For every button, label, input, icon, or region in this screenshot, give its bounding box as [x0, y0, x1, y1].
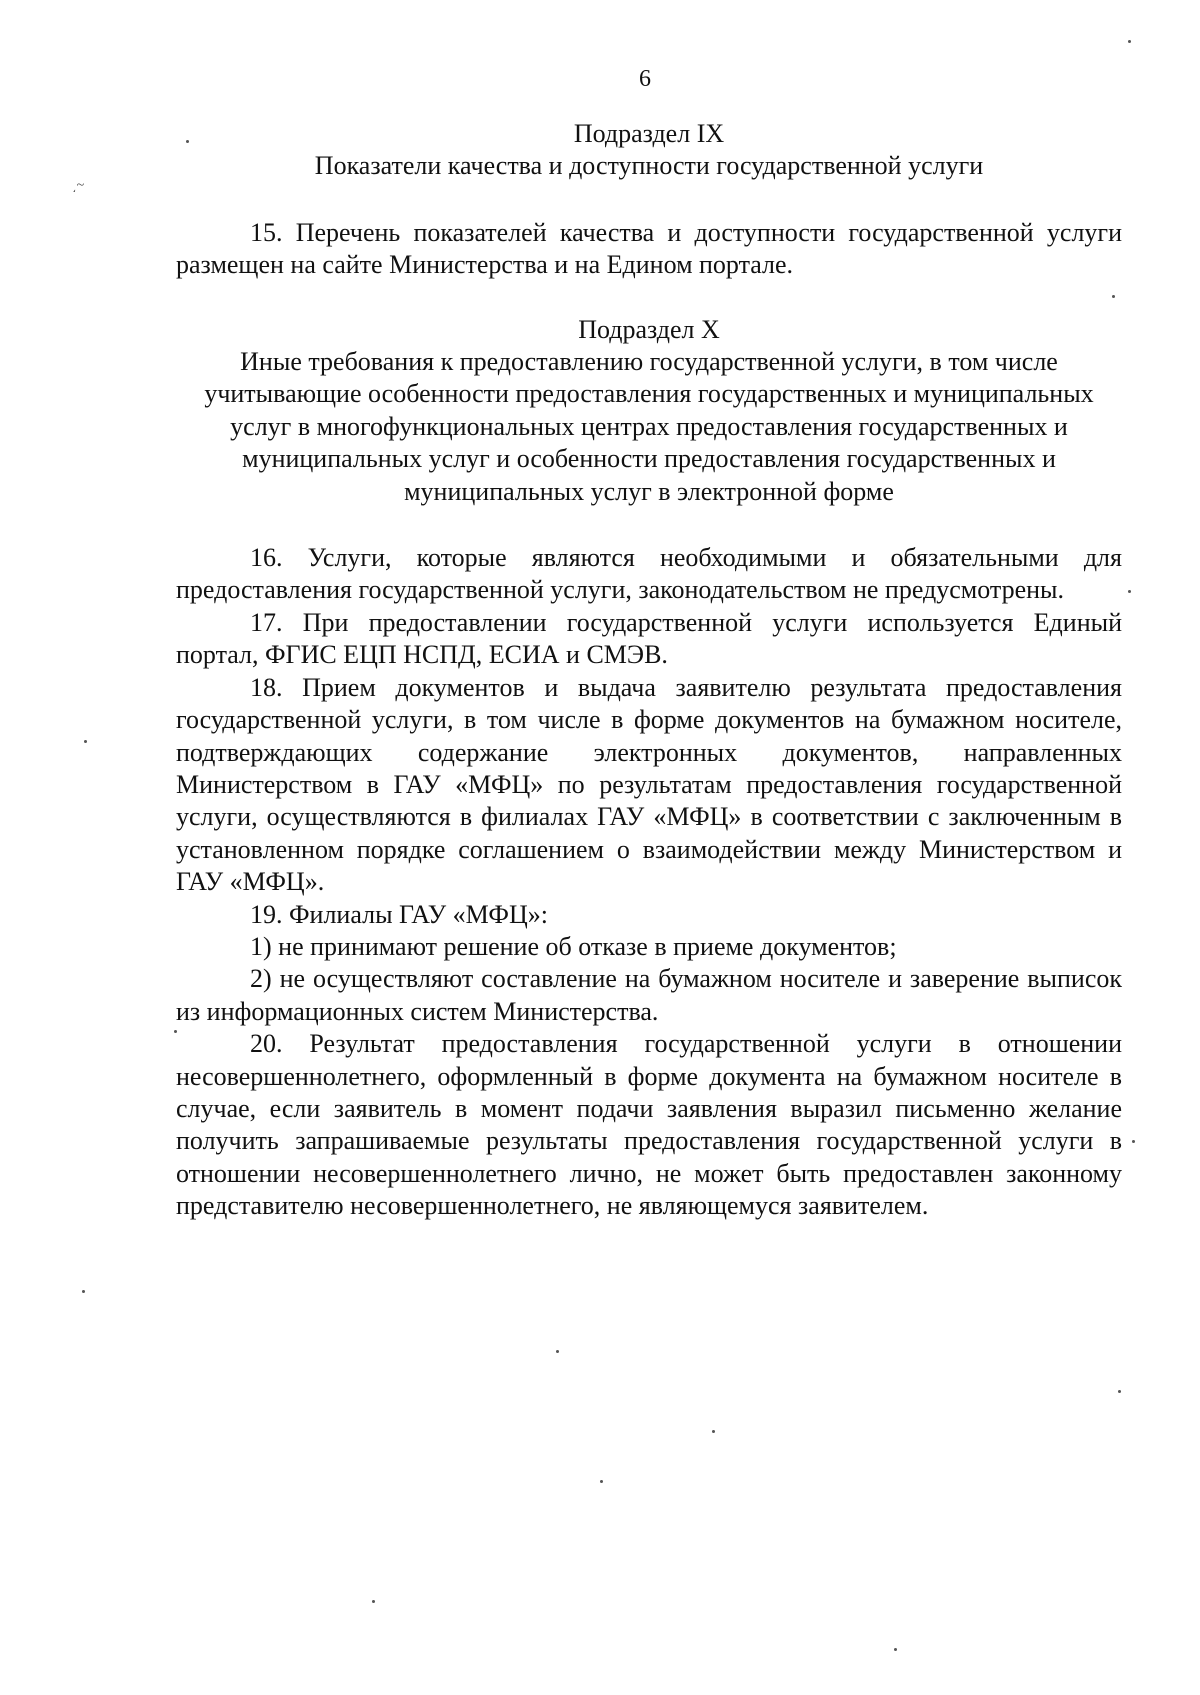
paragraph-15: 15. Перечень показателей качества и доступности государственной услуги размещен на сайте Министерства и на Едином портале. [176, 217, 1122, 280]
document-body [176, 118, 1122, 1223]
section-10-heading [176, 314, 1122, 508]
section-9-heading [176, 118, 1122, 183]
scan-speck [84, 740, 87, 743]
section-10-subtitle: Иные требования к предоставлению государственной услуги, в том числе учитывающие особенности предоставления государственных и муниципальных услуг в многофункциональных центрах предоставления государственных и муниципальных услуг и особенности предоставления государственных и муниципальных услуг в электронной форме [204, 347, 1094, 506]
paragraph-16: 16. Услуги, которые являются необходимыми и обязательными для предоставления государственной услуги, законодательством не предусмотрены. [176, 543, 1122, 605]
scan-speck [600, 1480, 603, 1483]
scan-speck [186, 140, 189, 143]
section-10-title: Подраздел X [578, 314, 720, 344]
scan-speck [82, 1290, 85, 1293]
scan-speck: ͵~ [72, 178, 85, 193]
page-number: 6 [639, 66, 651, 92]
paragraph-17: 17. При предоставлении государственной услуги используется Единый портал, ФГИС ЕЦП НСПД, ЕСИА и СМЭВ. [176, 607, 1122, 670]
section-9-subtitle: Показатели качества и доступности государственной услуги [314, 151, 984, 181]
paragraph-20: 20. Результат предоставления государственной услуги в отношении несовершеннолетнего, оформленный в форме документа на бумажном носителе в случае, если заявитель в момент подачи заявления выразил письменно желание получить запрашиваемые результаты предоставления государственной услуги в отношении несовершеннолетнего лично, не может быть предоставлен законному представителю несовершеннолетнего, не являющемуся заявителем. [176, 1029, 1122, 1221]
paragraph-19-item-1: 1) не принимают решение об отказе в приеме документов; [250, 931, 897, 961]
section-9-title: Подраздел IX [573, 119, 725, 148]
scan-speck [712, 1430, 715, 1433]
scan-speck [372, 1600, 375, 1603]
scan-speck [1132, 1140, 1135, 1143]
scan-speck [894, 1648, 897, 1651]
scan-speck [1112, 295, 1115, 298]
paragraph-19-item-2: 2) не осуществляют составление на бумажном носителе и заверение выписок из информационных систем Министерства. [176, 964, 1122, 1026]
scan-speck [1118, 1390, 1121, 1393]
paragraph-19: 19. Филиалы ГАУ «МФЦ»: [250, 899, 548, 929]
paragraph-18: 18. Прием документов и выдача заявителю результата предоставления государственной услуги, в том числе в форме документов на бумажном носителе, подтверждающих содержание электронных документов, направленных Министерством в ГАУ «МФЦ» по результатам предоставления государственной услуги, осуществляются в филиалах ГАУ «МФЦ» в соответствии с заключенным в установленном порядке соглашением о взаимодействии между Министерством и ГАУ «МФЦ». [176, 672, 1122, 897]
scan-speck [1128, 590, 1131, 593]
scan-speck [556, 1350, 559, 1353]
scan-speck [174, 1030, 177, 1033]
scan-speck [1128, 40, 1131, 43]
